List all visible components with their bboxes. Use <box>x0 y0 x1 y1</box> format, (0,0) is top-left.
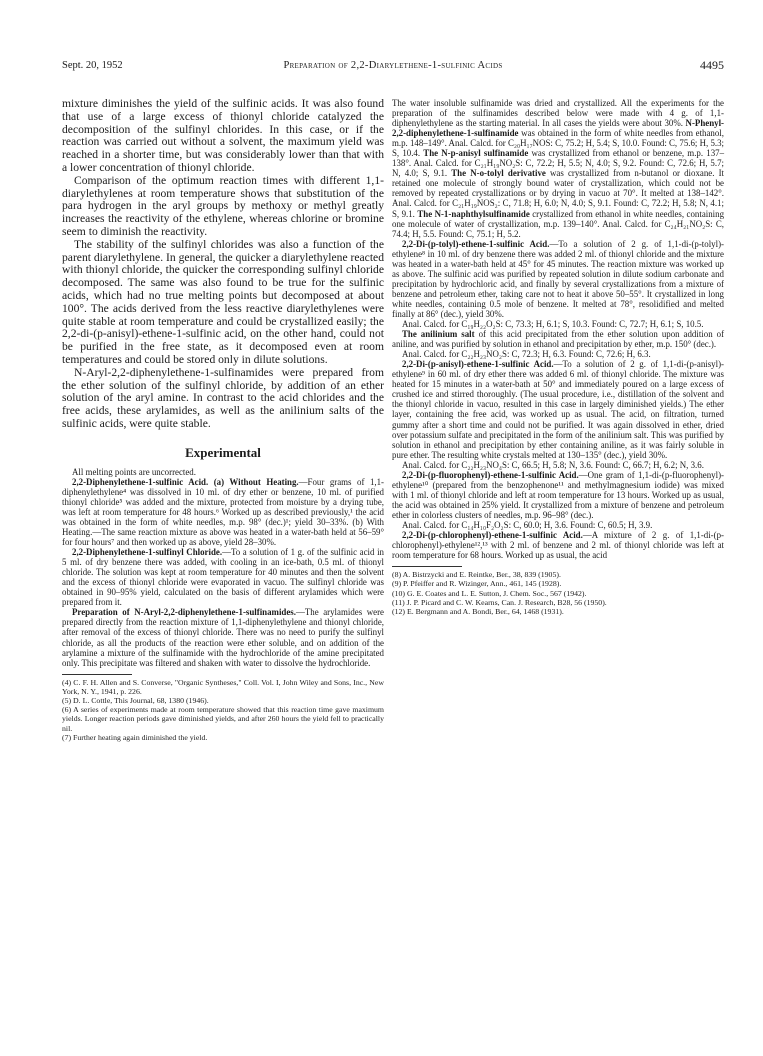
header-date: Sept. 20, 1952 <box>62 60 123 71</box>
subheading: 2,2-Di-(p-fluorophenyl)-ethene-1-sulfinic Acid. <box>402 469 579 480</box>
paragraph: 2,2-Di-(p-chlorophenyl)-ethene-1-sulfinic Acid.—A mixture of 2 g. of 1,1-di-(p-chlorophenyl)-ethylene¹²,¹³ with 2 ml. of benzene and 2 ml. of thionyl chloride was left at room temperature for 68 hours. Worked up as usual, the acid <box>392 530 724 561</box>
footnote: (10) G. E. Coates and L. E. Sutton, J. Chem. Soc., 567 (1942). <box>392 588 587 598</box>
paragraph: Anal. Calcd. for C₁₄H₁₀F₂O₂S: C, 60.0; H, 3.6. Found: C, 60.5; H, 3.9. <box>402 519 653 530</box>
header-title: Preparation of 2,2-Diarylethene-1-sulfinic Acids <box>283 60 503 71</box>
paragraph: 2,2-Di-(p-anisyl)-ethene-1-sulfinic Acid.—To a solution of 2 g. of 1,1-di-(p-anisyl)-ethylene⁹ in 60 ml. of dry ether there was added 6 ml. of thionyl chloride. The mixture was heated for 15 minutes in a water-bath at 50° and immediately poured on a large excess of crushed ice and stirred thoroughly. (The usual procedure, i.e., distillation of the solvent and the thionyl chloride in vacuo, resulted in this case in largely diminished yields.) The ether layer, containing the free acid, was worked up as usual. The acid, on filtration, turned gummy after a short time and could not be purified. It was again dissolved in ether, dried over potassium sulfate and precipitated in the form of the anilinium salt. This was purified by solution in ethanol and precipitation by ether containing aniline, as it was fairly soluble in pure ether. The resulting white crystals melted at 130–135° (dec.), yield 30%. <box>392 359 724 460</box>
footnote: (9) P. Pfeiffer and R. Wizinger, Ann., 461, 145 (1928). <box>392 579 562 589</box>
paragraph: Anal. Calcd. for C₂₂H₂₃NO₄S: C, 66.5; H, 5.8; N, 3.6. Found: C, 66.7; H, 6.2; N, 3.6. <box>402 459 704 470</box>
footnote-rule <box>392 566 462 567</box>
left-column <box>62 98 384 742</box>
footnote: (8) A. Bistrzycki and E. Reintke, Ber., 38, 839 (1905). <box>392 570 561 580</box>
right-column <box>392 98 724 616</box>
footnote: (7) Further heating again diminished the yield. <box>62 732 208 742</box>
footnote: (6) A series of experiments made at room temperature showed that this reaction time gave maximum yields. Longer reaction periods gave diminished yields, and after 260 hours the yield fell to practically nil. <box>62 705 384 733</box>
experimental-text <box>62 467 384 668</box>
paragraph: 2,2-Di-(p-fluorophenyl)-ethene-1-sulfinic Acid.—One gram of 1,1-di-(p-fluorophenyl)-ethylene¹⁰ (prepared from the benzophenone¹¹ and methylmagnesium iodide) was mixed with 1 ml. of thionyl chloride and left at room temperature for 13 hours. Worked up as usual, the acid was obtained in 25% yield. It crystallized from a mixture of benzene and petroleum ether in colorless clusters of needles, m.p. 96–98° (dec.). <box>392 469 724 520</box>
paragraph: The stability of the sulfinyl chlorides was also a function of the parent diarylethylene. In general, the quicker a diarylethylene reacted with thionyl chloride, the quicker the corresponding sulfinyl chloride decomposed. The same was also found to be true for the sulfinic acids, which had no true melting points but decomposed at about 100°. The acids derived from the less reactive diarylethylenes were quite stable at room temperature and could be crystallized easily; the 2,2-di-(p-anisyl)-ethene-1-sulfinic acid, on the other hand, could not be purified in the free state, as it decomposed even at room temperatures and could be stored only in dilute solutions. <box>62 237 384 366</box>
footnotes-left <box>62 678 384 742</box>
footnote: (11) J. P. Picard and C. W. Kearns, Can. J. Research, B28, 56 (1950). <box>392 597 607 607</box>
footnote: (4) C. F. H. Allen and S. Converse, "Organic Syntheses," Coll. Vol. I, John Wiley and Sons, Inc., New York, N. Y., 1941, p. 226. <box>62 677 384 696</box>
paragraph: 2,2-Di-(p-tolyl)-ethene-1-sulfinic Acid.—To a solution of 2 g. of 1,1-di-(p-tolyl)-ethylene⁸ in 10 ml. of dry benzene there was added 2 ml. of thionyl chloride and the mixture was heated in a water-bath held at 45° for 45 minutes. The reaction mixture was worked up as above. The sulfinic acid was purified by repeated solution in dilute sodium carbonate and precipitation by hydrochloric acid, and finally by several crystallizations from a mixture of benzene and petroleum ether, taking care not to heat it above 50–55°. It crystallized in long white needles, containing 0.5 mole of benzene. It melted at 78°, resolidified and melted finally at 86° (dec.), yield 30%. <box>392 238 724 319</box>
subheading: 2,2-Diphenylethene-1-sulfinic Acid. (a) Without Heating. <box>72 476 299 487</box>
paragraph: The water insoluble sulfinamide was dried and crystallized. All the experiments for the preparation of the sulfinamides described below were made with 4 g. of 1,1-diphenylethylene as the starting material. In all cases the yields were about 30%. N-Phenyl-2,2-diphenylethene-1-sulfinamide was obtained in the form of white needles from ethanol, m.p. 148–149°. Anal. Calcd. for C₂₀H₁₇NOS: C, 75.2; H, 5.4; S, 10.0. Found: C, 75.6; H, 5.3; S, 10.4. The N-p-anisyl sulfinamide was crystallized from ethanol or benzene, m.p. 137–138°. Anal. Calcd. for C₂₁H₁₉NO₂S: C, 72.2; H, 5.5; N, 4.0; S, 9.2. Found: C, 72.6; H, 5.7; N, 4.0; S, 9.1. The N-o-tolyl derivative was crystallized from n-butanol or dioxane. It retained one molecule of strongly bound water of crystallization, which could not be removed by repeated crystallizations or by drying in vacuo at 70°. It melted at 138–142°. Anal. Calcd. for C₂₁H₁₉NOS₂: C, 71.8; H, 6.0; N, 4.0; S, 9.1. Found: C, 72.2; H, 5.8; N, 4.1; S, 9.1. The N-1-naphthylsulfinamide crystallized from ethanol in white needles, containing one molecule of water of crystallization, m.p. 139–140°. Anal. Calcd. for C₂₄H₂₁NO₂S: C, 74.4; H, 5.5. Found: C, 75.1; H, 5.2. <box>392 98 725 239</box>
discussion-text <box>62 98 384 431</box>
experimental-text-continued <box>392 98 724 560</box>
paragraph: Anal. Calcd. for C₂₂H₂₃NO₂S: C, 72.3; H, 6.3. Found: C, 72.6; H, 6.3. <box>402 349 651 360</box>
subheading: Preparation of N-Aryl-2,2-diphenylethene-1-sulfinamides. <box>72 607 296 618</box>
footnote: (12) E. Bergmann and A. Bondi, Ber., 64, 1468 (1931). <box>392 606 564 616</box>
subheading: The anilinium salt <box>402 329 475 340</box>
subheading: 2,2-Di-(p-tolyl)-ethene-1-sulfinic Acid. <box>402 238 550 249</box>
paragraph: 2,2-Diphenylethene-1-sulfinyl Chloride.—To a solution of 1 g. of the sulfinic acid in 5 ml. of dry benzene there was added, with cooling in an ice-bath, 0.5 ml. of thionyl chloride. The solution was kept at room temperature for 40 minutes and then the solvent and the excess of thionyl chloride were evaporated in vacuo. The sulfinyl chloride was obtained in 90–95% yield, calculated on the basis of different arylamides which were prepared from it. <box>62 547 384 608</box>
subheading: 2,2-Diphenylethene-1-sulfinyl Chloride. <box>72 547 223 558</box>
subheading: 2,2-Di-(p-anisyl)-ethene-1-sulfinic Acid. <box>402 359 554 370</box>
footnote-rule <box>62 674 132 675</box>
paragraph: Comparison of the optimum reaction times with different 1,1-diarylethylenes at room temperature shows that substitution of the para hydrogen in the aryl groups by methoxy or methyl greatly increases the reactivity of the ethylene, whereas chlorine or bromine seem to diminish the reactivity. <box>62 173 384 238</box>
paragraph: Anal. Calcd. for C₁₉H₂₂O₂S: C, 73.3; H, 6.1; S, 10.3. Found: C, 72.7; H, 6.1; S, 10.5. <box>402 319 704 330</box>
page-number: 4495 <box>700 58 724 72</box>
page <box>62 58 725 742</box>
footnotes-right <box>392 570 724 616</box>
running-header <box>62 58 724 78</box>
paragraph: 2,2-Diphenylethene-1-sulfinic Acid. (a) Without Heating.—Four grams of 1,1-diphenylethylene⁴ was dissolved in 10 ml. of dry ether or benzene, 10 ml. of purified thionyl chloride⁵ was added and the mixture, protected from moisture by a drying tube, was left at room temperature for 48 hours.⁶ Worked up as described previously,¹ the acid was obtained in the form of white needles, m.p. 98° (dec.)¹; yield 30–33%. (b) With Heating.—The same reaction mixture as above was heated in a water-bath held at 56–59° for four hours⁷ and then worked up as above, yield 28–30%. <box>62 476 385 548</box>
footnote: (5) D. L. Cottle, This Journal, 68, 1380 (1946). <box>62 696 209 706</box>
paragraph: N-Aryl-2,2-diphenylethene-1-sulfinamides were prepared from the ether solution of the sulfinyl chloride, by addition of an ether solution of the aryl amine. In contrast to the acid chlorides and the free acids, these arylamides, as well as the anilinium salts of the sulfinic acids, were quite stable. <box>62 365 384 430</box>
subheading: The N-p-anisyl sulfinamide <box>423 148 529 159</box>
paragraph: mixture diminishes the yield of the sulfinic acids. It was also found that use of a large excess of thionyl chloride catalyzed the decomposition of the sulfinyl chlorides. In this case, or if the reaction was carried out without a solvent, the maximum yield was reached in a shorter time, but was considerably lower than that with a lower concentration of thionyl chloride. <box>62 97 384 174</box>
section-heading: Experimental <box>185 444 261 460</box>
subheading: The N-o-tolyl derivative <box>451 168 546 179</box>
subheading: 2,2-Di-(p-chlorophenyl)-ethene-1-sulfinic Acid. <box>402 530 583 541</box>
paragraph: Preparation of N-Aryl-2,2-diphenylethene-1-sulfinamides.—The arylamides were prepared directly from the reaction mixture of 1,1-diphenylethylene and thionyl chloride, after removal of the excess of thionyl chloride. There was no need to purify the sulfinyl chloride, as all the products of the reaction were ether soluble, and on addition of the arylamine a mixture of the sulfinamide with the hydrochloride of the amine precipitated only. This precipitate was filtered and shaken with water to dissolve the hydrochloride. <box>62 607 384 668</box>
paragraph: The anilinium salt of this acid precipitated from the ether solution upon addition of aniline, and was purified by solution in ethanol and precipitation by ether, m.p. 150° (dec.). <box>392 329 725 350</box>
subheading: N-Phenyl-2,2-diphenylethene-1-sulfinamide <box>392 118 725 139</box>
subheading: The N-1-naphthylsulfinamide <box>417 208 530 219</box>
paragraph: All melting points are uncorrected. <box>72 466 196 477</box>
